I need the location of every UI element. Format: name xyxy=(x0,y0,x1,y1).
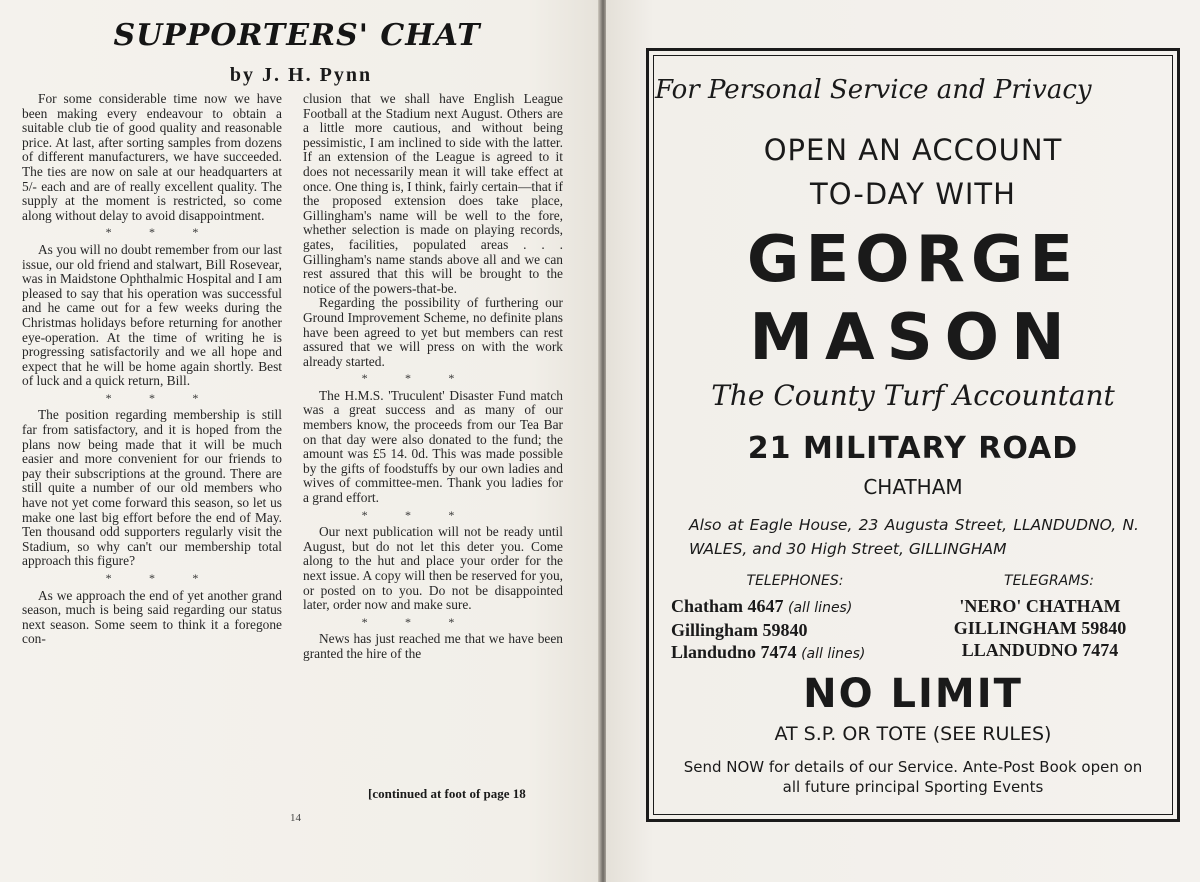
telephone-entry: Llandudno 7474 (all lines) xyxy=(671,642,866,662)
section-divider: * * * xyxy=(105,571,199,585)
advert-address: 21 MILITARY ROAD xyxy=(747,431,1079,466)
telephone-entry: Gillingham 59840 xyxy=(671,620,808,640)
section-divider: * * * xyxy=(105,390,199,405)
paragraph: The H.M.S. 'Truculent' Disaster Fund match was a great success and as many of our members know, the proceeds from our Tea Bar on that day were also donated to the fund; the amount was £5 14. 0d. This was made possible by the gifts of foodstuffs by our own ladies and wives of committee-men. Thank you ladies for a grand effort. xyxy=(303,387,563,506)
advert-sp-line: AT S.P. OR TOTE (SEE RULES) xyxy=(774,723,1052,745)
advert-send-line: Send NOW for details of our Service. Ante-Post Book open on all future principal Sporting Events xyxy=(683,758,1143,796)
advert-branches: Also at Eagle House, 23 Augusta Street, LLANDUDNO, N. WALES, and 30 High Street, GILLINGHAM xyxy=(689,516,1139,558)
telephones-label: TELEPHONES: xyxy=(746,573,844,589)
article-title: SUPPORTERS' CHAT xyxy=(113,18,481,53)
advert-frame xyxy=(646,48,1180,822)
paragraph: Regarding the possibility of furthering our Ground Improvement Scheme, no definite plans have been agreed to yet but members can rest assured that we will press on with the work already started. xyxy=(303,295,563,369)
paragraph: As we approach the end of yet another grand season, much is being said regarding our status next season. Some seem to think it a foregone con- xyxy=(22,587,282,647)
telephone-list xyxy=(671,595,911,665)
advert-headline: NO LIMIT xyxy=(803,671,1023,717)
paragraph: For some considerable time now we have been making every endeavour to obtain a suitable club tie of good quality and reasonable price. At last, after sorting samples from dozens of different manufacturers, we have succeeded. The ties are now on sale at our headquarters at 5/- each and are of really excellent quality. The supply at the moment is restricted, so come along without delay to avoid disappointment. xyxy=(22,91,282,223)
right-page xyxy=(606,0,1200,882)
continued-note: [continued at foot of page 18 xyxy=(368,786,526,801)
telegram-list xyxy=(935,595,1145,661)
paragraph: As you will no doubt remember from our last issue, our old friend and stalwart, Bill Rosevear, was in Maidstone Ophthalmic Hospital and I am pleased to say that his operation was successful and he came out for a few weeks during the Christmas holidays before returning for another eye-operation. At the time of writing he is progressing satisfactorily and we all hope and expect that he will be home again shortly. Best of luck and a quick return, Bill. xyxy=(22,241,282,389)
section-divider: * * * xyxy=(105,225,199,240)
advert-subtitle: The County Turf Accountant xyxy=(711,379,1115,412)
advert-name-last: MASON xyxy=(749,301,1077,375)
advert-town: CHATHAM xyxy=(863,475,963,499)
paragraph: Our next publication will not be ready until August, but do not let this deter you. Come along to the hut and place your order for the next issue. A copy will then be reserved for you, or posted on to you. Do not be disappointed later, order now and make sure. xyxy=(303,524,563,613)
telegram-entry: 'NERO' CHATHAM xyxy=(959,596,1121,616)
telegram-entry: LLANDUDNO 7474 xyxy=(961,640,1119,660)
telegrams-label: TELEGRAMS: xyxy=(1004,573,1094,589)
paragraph: News has just reached me that we have been granted the hire of the xyxy=(303,631,563,661)
telegram-entry: GILLINGHAM 59840 xyxy=(953,618,1127,638)
page-number: 14 xyxy=(290,812,301,824)
section-divider: * * * xyxy=(361,371,455,386)
article-byline: by J. H. Pynn xyxy=(229,64,373,86)
paragraph: clusion that we shall have English League Football at the Stadium next August. Others are a little more cautious, and without being pessimistic, I am inclined to side with the latter. If an extension of the League is agreed to it does not necessarily mean it will take effect at once. One thing is, I think, fairly certain—that if the proposed extension does take place, Gillingham's name will be well to the fore, whether selection is made on playing records, gates, facilities, populated areas . . . Gillingham's name stands above all and we can rest assured that this will be brought to the notice of the powers-that-be. xyxy=(303,91,563,296)
section-divider: * * * xyxy=(361,614,455,629)
advert-tagline: For Personal Service and Privacy xyxy=(655,75,1092,105)
paragraph: The position regarding membership is still far from satisfactory, and it is hoped from the plans now being made that it will be much easier and more convenient for our friends to pay their subscriptions at the ground. There are still quite a number of our old members who have not yet come forward this season, so let us make one last big effort before the end of May. Ten thousand odd supporters regularly visit the Stadium, so why can't our membership total approach this figure? xyxy=(22,407,282,569)
telephone-entry: Chatham 4647 (all lines) xyxy=(671,596,853,616)
article-column-2 xyxy=(303,92,563,662)
section-divider: * * * xyxy=(361,507,455,522)
advert-name-first: GEORGE xyxy=(746,223,1080,297)
advert-line-1: OPEN AN ACCOUNT xyxy=(763,133,1063,167)
article-column-1 xyxy=(22,92,282,647)
advert-line-2: TO-DAY WITH xyxy=(810,177,1016,211)
